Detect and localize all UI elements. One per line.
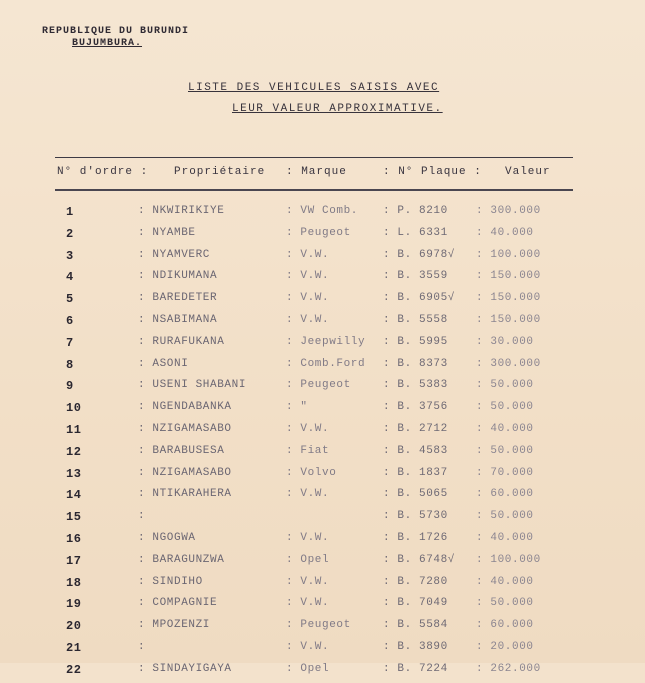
column-header-plate: : N° Plaque : bbox=[383, 166, 482, 178]
row-owner: : bbox=[138, 641, 146, 653]
row-number: 7 bbox=[66, 335, 74, 350]
row-number: 10 bbox=[66, 401, 82, 416]
row-number: 17 bbox=[66, 553, 82, 568]
table-row bbox=[0, 619, 645, 639]
header-city: BUJUMBURA. bbox=[72, 38, 143, 49]
row-brand: : Peugeot bbox=[286, 619, 351, 632]
header-country: REPUBLIQUE DU BURUNDI bbox=[42, 26, 190, 37]
row-owner: : NYAMBE bbox=[138, 226, 196, 239]
row-brand: : V.W. bbox=[286, 488, 330, 501]
table-row bbox=[0, 227, 645, 247]
row-plate: : B. 3756 bbox=[383, 401, 448, 414]
row-owner: : bbox=[138, 510, 146, 523]
row-owner: : NTIKARAHERA bbox=[138, 488, 232, 501]
row-value: : 100.000 bbox=[476, 553, 541, 566]
row-brand: : V.W. bbox=[286, 292, 330, 305]
row-owner: : NZIGAMASABO bbox=[138, 423, 232, 435]
table-row bbox=[0, 467, 645, 487]
table-row bbox=[0, 358, 645, 378]
row-owner: : SINDAYIGAYA bbox=[138, 662, 232, 675]
row-owner: : NGENDABANKA bbox=[138, 401, 232, 414]
row-value: : 300.000 bbox=[476, 205, 541, 217]
table-row bbox=[0, 445, 645, 465]
table-row bbox=[0, 336, 645, 356]
row-number: 3 bbox=[66, 248, 74, 263]
row-number: 4 bbox=[66, 270, 74, 285]
row-brand: : V.W. bbox=[286, 314, 330, 326]
row-brand: : Peugeot bbox=[286, 379, 351, 392]
row-value: : 70.000 bbox=[476, 466, 534, 479]
row-value: : 100.000 bbox=[476, 248, 541, 261]
row-brand: : V.W. bbox=[286, 532, 330, 544]
row-value: : 20.000 bbox=[476, 641, 534, 653]
row-number: 22 bbox=[66, 662, 82, 677]
table-row bbox=[0, 205, 645, 225]
row-plate: : B. 3559 bbox=[383, 270, 448, 283]
row-plate: : B. 2712 bbox=[383, 423, 448, 435]
row-brand: : V.W. bbox=[286, 248, 330, 261]
table-row bbox=[0, 510, 645, 530]
row-owner: : RURAFUKANA bbox=[138, 335, 225, 348]
row-owner: : USENI SHABANI bbox=[138, 379, 247, 392]
row-brand: : V.W. bbox=[286, 575, 330, 588]
row-brand: : Comb.Ford bbox=[286, 357, 366, 370]
table-header-rule bbox=[55, 189, 573, 191]
row-brand: : Jeepwilly bbox=[286, 335, 366, 348]
table-row bbox=[0, 532, 645, 552]
row-value: : 150.000 bbox=[476, 292, 541, 305]
row-number: 9 bbox=[66, 379, 74, 394]
row-plate: : B. 7224 bbox=[383, 662, 448, 675]
table-row bbox=[0, 270, 645, 290]
row-owner: : BAREDETER bbox=[138, 292, 218, 305]
row-number: 15 bbox=[66, 510, 82, 525]
row-owner: : NKWIRIKIYE bbox=[138, 205, 225, 217]
row-brand: : V.W. bbox=[286, 641, 330, 653]
row-brand: : Opel bbox=[286, 553, 330, 566]
row-number: 5 bbox=[66, 292, 74, 307]
table-row bbox=[0, 401, 645, 421]
table-row bbox=[0, 554, 645, 574]
table-row bbox=[0, 641, 645, 661]
row-number: 18 bbox=[66, 575, 82, 590]
row-value: : 60.000 bbox=[476, 488, 534, 501]
row-brand: : V.W. bbox=[286, 597, 330, 610]
row-brand: : " bbox=[286, 401, 308, 414]
column-header-owner: Propriétaire bbox=[174, 166, 266, 178]
table-row bbox=[0, 663, 645, 683]
row-number: 14 bbox=[66, 488, 82, 503]
row-plate: : B. 7049 bbox=[383, 597, 448, 610]
row-value: : 50.000 bbox=[476, 444, 534, 457]
document-title-line2: LEUR VALEUR APPROXIMATIVE. bbox=[232, 103, 443, 115]
row-number: 21 bbox=[66, 641, 82, 655]
row-value: : 50.000 bbox=[476, 510, 534, 523]
row-plate: : B. 1837 bbox=[383, 466, 448, 479]
column-header-brand: : Marque bbox=[286, 166, 347, 178]
row-brand: : V.W. bbox=[286, 270, 330, 283]
row-number: 19 bbox=[66, 597, 82, 612]
row-owner: : NZIGAMASABO bbox=[138, 466, 232, 479]
row-owner: : NGOGWA bbox=[138, 532, 196, 544]
row-owner: : BARABUSESA bbox=[138, 444, 225, 457]
row-plate: : P. 8210 bbox=[383, 205, 448, 217]
table-row bbox=[0, 576, 645, 596]
row-owner: : COMPAGNIE bbox=[138, 597, 218, 610]
row-plate: : B. 4583 bbox=[383, 444, 448, 457]
row-value: : 40.000 bbox=[476, 423, 534, 435]
row-brand: : Peugeot bbox=[286, 226, 351, 239]
table-row bbox=[0, 597, 645, 617]
row-plate: : B. 8373 bbox=[383, 357, 448, 370]
row-plate: : B. 5558 bbox=[383, 314, 448, 326]
row-value: : 150.000 bbox=[476, 314, 541, 326]
row-value: : 150.000 bbox=[476, 270, 541, 283]
row-value: : 40.000 bbox=[476, 226, 534, 239]
row-plate: : B. 7280 bbox=[383, 575, 448, 588]
row-plate: : B. 5383 bbox=[383, 379, 448, 392]
row-number: 13 bbox=[66, 466, 82, 481]
row-value: : 50.000 bbox=[476, 379, 534, 392]
row-owner: : SINDIHO bbox=[138, 575, 203, 588]
row-number: 16 bbox=[66, 532, 82, 546]
row-brand: : V.W. bbox=[286, 423, 330, 435]
row-value: : 40.000 bbox=[476, 575, 534, 588]
row-plate: : B. 5065 bbox=[383, 488, 448, 501]
row-plate: : L. 6331 bbox=[383, 226, 448, 239]
column-header-value: Valeur bbox=[505, 166, 551, 178]
row-plate: : B. 3890 bbox=[383, 641, 448, 653]
row-owner: : NDIKUMANA bbox=[138, 270, 218, 283]
row-value: : 40.000 bbox=[476, 532, 534, 544]
row-number: 1 bbox=[66, 205, 74, 219]
row-brand: : VW Comb. bbox=[286, 205, 359, 217]
row-plate: : B. 6748√ bbox=[383, 553, 456, 566]
row-brand: : Opel bbox=[286, 662, 330, 675]
row-owner: : NYAMVERC bbox=[138, 248, 211, 261]
table-row bbox=[0, 249, 645, 269]
row-value: : 50.000 bbox=[476, 597, 534, 610]
row-owner: : ASONI bbox=[138, 357, 189, 370]
row-number: 6 bbox=[66, 314, 74, 328]
row-value: : 262.000 bbox=[476, 662, 541, 675]
row-plate: : B. 5730 bbox=[383, 510, 448, 523]
row-number: 20 bbox=[66, 619, 82, 634]
row-plate: : B. 1726 bbox=[383, 532, 448, 544]
row-plate: : B. 6905√ bbox=[383, 292, 456, 305]
row-value: : 300.000 bbox=[476, 357, 541, 370]
row-owner: : MPOZENZI bbox=[138, 619, 211, 632]
row-value: : 30.000 bbox=[476, 335, 534, 348]
column-header-number: N° d'ordre : bbox=[57, 166, 149, 178]
row-number: 12 bbox=[66, 444, 82, 459]
table-row bbox=[0, 292, 645, 312]
table-row bbox=[0, 314, 645, 334]
row-brand: : Volvo bbox=[286, 466, 337, 479]
row-plate: : B. 5584 bbox=[383, 619, 448, 632]
row-plate: : B. 5995 bbox=[383, 335, 448, 348]
row-number: 2 bbox=[66, 226, 74, 241]
table-row bbox=[0, 423, 645, 443]
table-row bbox=[0, 379, 645, 399]
table-row bbox=[0, 488, 645, 508]
row-plate: : B. 6978√ bbox=[383, 248, 456, 261]
row-owner: : NSABIMANA bbox=[138, 314, 218, 326]
document-title-line1: LISTE DES VEHICULES SAISIS AVEC bbox=[188, 82, 440, 94]
row-brand: : Fiat bbox=[286, 444, 330, 457]
row-owner: : BARAGUNZWA bbox=[138, 553, 225, 566]
row-number: 11 bbox=[66, 423, 82, 437]
row-number: 8 bbox=[66, 357, 74, 372]
row-value: : 60.000 bbox=[476, 619, 534, 632]
row-value: : 50.000 bbox=[476, 401, 534, 414]
table-top-rule bbox=[55, 157, 573, 158]
